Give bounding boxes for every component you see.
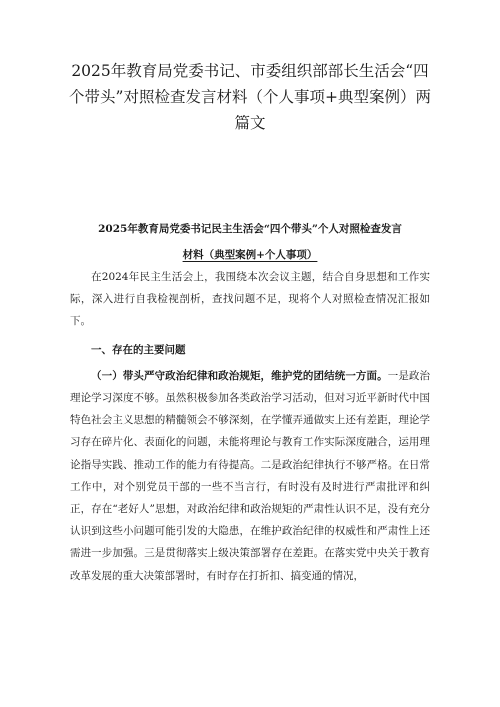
section-heading: 一、存在的主要问题 <box>91 343 186 356</box>
article-title <box>70 216 430 268</box>
document-title: 2025年教育局党委书记、市委组织部部长生活会“四个带头”对照检查发言材料（个人事项+典型案例）两篇文 <box>69 62 431 132</box>
point-paragraph <box>70 365 430 587</box>
article-title-line-1: 2025年教育局党委书记民主生活会“四个带头”个人对照检查发言 <box>98 223 402 235</box>
point-body: 一是政治理论学习深度不够。虽然积极参加各类政治学习活动，但对习近平新时代中国特色社会主义思想的精髓领会不够深刻，在学懂弄通做实上还有差距，理论学习存在碎片化、表面化的问题，未能将理论与教育工作实际深度融合，运用理论指导实践、推动工作的能力有待提高。二是政治纪律执行不够严格。在日常工作中，对个别党员干部的一些不当言行，有时没有及时进行严肃批评和纠正，存在“老好人”思想，对政治纪律和政治规矩的严肃性认识不足，没有充分认识到这些小问题可能引发的大隐患，在维护政治纪律的权威性和严肃性上还需进一步加强。三是贯彻落实上级决策部署存在差距。在落实党中央关于教育改革发展的重大决策部署时，有时存在打折扣、搞变通的情况， <box>70 369 431 582</box>
document-body <box>70 266 430 587</box>
article-title-line-2: 材料（典型案例+个人事项） <box>182 249 318 261</box>
intro-paragraph: 在2024年民主生活会上，我围绕本次会议主题，结合自身思想和工作实际，深入进行自我检视剖析，查找问题不足，现将个人对照检查情况汇报如下。 <box>70 271 430 328</box>
point-lead: （一）带头严守政治纪律和政治规矩，维护党的团结统一方面。 <box>91 369 388 382</box>
